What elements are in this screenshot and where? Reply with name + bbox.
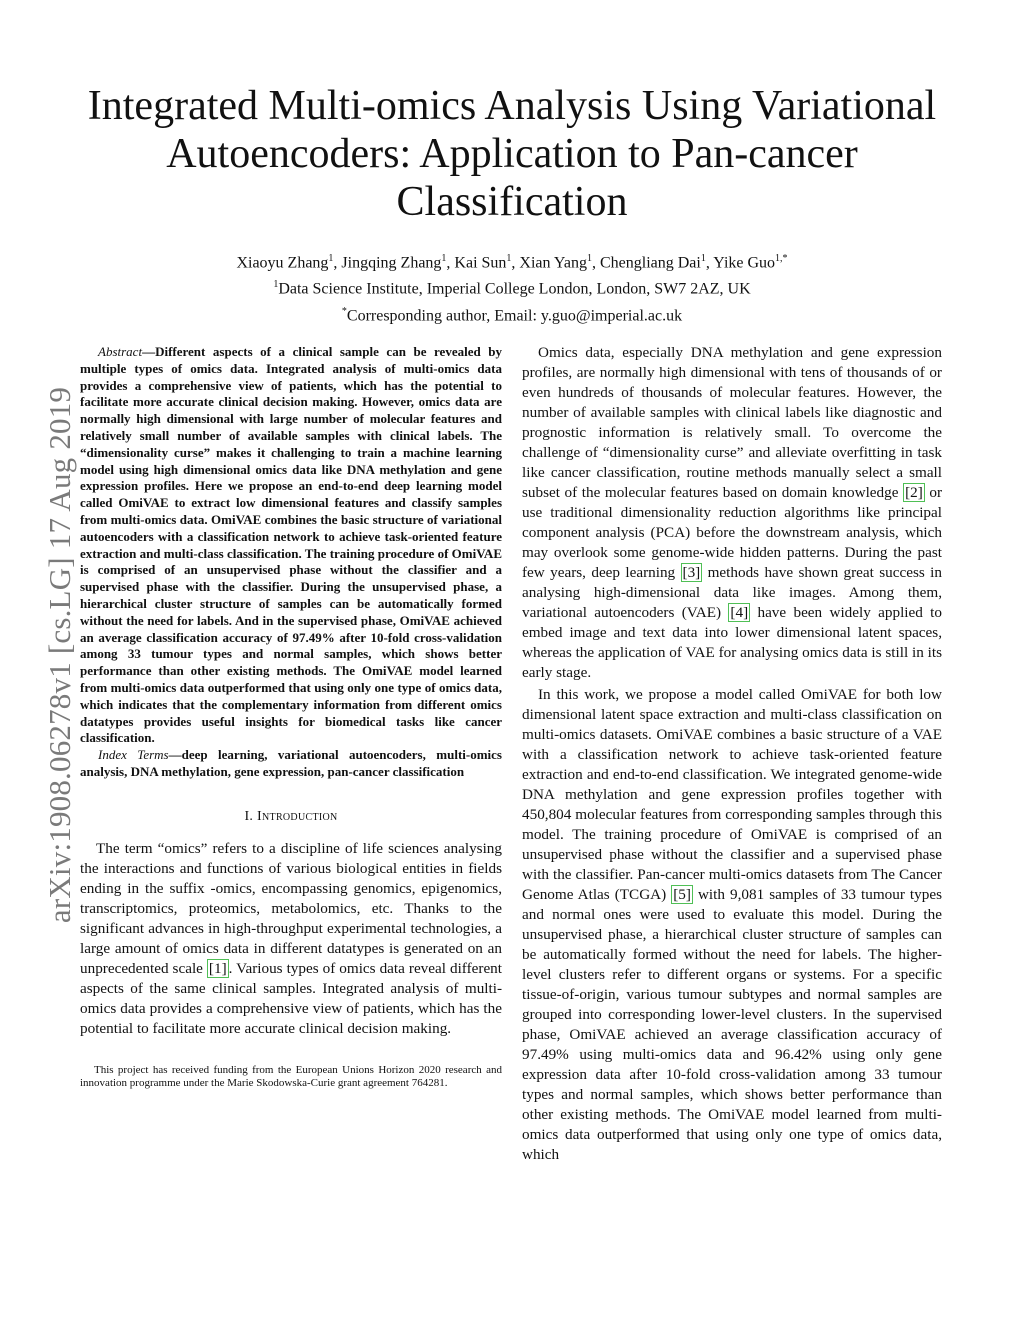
funding-footnote: This project has received funding from the European Unions Horizon 2020 research and innovation programme under the Marie Skodowska-Curie grant agreement 764281.	[80, 1063, 502, 1089]
citation-link[interactable]: [2]	[905, 484, 923, 501]
author-name: Xian Yang	[519, 254, 587, 272]
right-column	[522, 343, 942, 1165]
paragraph: In this work, we propose a model called OmiVAE for both low dimensional latent space extraction and multi-class classification on multi-omics datasets. OmiVAE combines a basic structure of a VAE with a classification network to achieve task-oriented feature extraction and end-to-end classification. We integrated genome-wide DNA methylation and gene expression profiles together with 450,804 molecular features from corresponding samples through this model. The training procedure of OmiVAE is comprised of an unsupervised phase without the classifier and a supervised phase with the classifier. Pan-cancer multi-omics datasets from The Cancer Genome Atlas (TCGA) [5] with 9,081 samples of 33 tumour types and normal ones were used to evaluate this model. During the unsupervised phase, a hierarchical cluster structure of samples can be automatically formed without the need for labels. The higher-level clusters refer to different organs or systems. For a specific tissue-of-origin, various tumour subtypes and normal samples are grouped into corresponding lower-level clusters. In the supervised phase, OmiVAE achieved an average classification accuracy of 97.49% using multi-omics data and 96.42% using only gene expression data after 10-fold cross-validation among 33 tumour types and normal samples, which shows better performance than other existing methods. The OmiVAE model learned from multi-omics data outperformed that using only one type of omics data, which	[522, 686, 942, 1163]
author-name: Jingqing Zhang	[341, 254, 442, 272]
paper-title: Integrated Multi-omics Analysis Using Variational Autoencoders: Application to Pan-cancer Classification	[87, 83, 937, 225]
author-name: Kai Sun	[454, 254, 507, 272]
author-list: Xiaoyu Zhang$^1$, Jingqing Zhang$^1$, Kai Sun$^1$, Xian Yang$^1$, Chengliang Dai$^1$, Yike Guo$^{1,*}$	[236, 253, 788, 272]
abstract-text: —Different aspects of a clinical sample can be revealed by multiple types of omics data. Integrated analysis of multi-omics data provides a comprehensive view of patients, which has the potential to facilitate more accurate clinical decision making. However, omics data are normally high dimensional with large number of molecular features and relatively small number of available samples with clinical labels. The “dimensionality curse” makes it challenging to train a machine learning model using high dimensional omics data like DNA methylation and gene expression profiles. Here we propose an end-to-end deep learning model called OmiVAE to extract low dimensional features and classify samples from multi-omics data. OmiVAE combines the basic structure of variational autoencoders with a classification network to achieve task-oriented feature extraction and multi-class classification. The training procedure of OmiVAE is comprised of an unsupervised phase without the classifier and a supervised phase with the classifier. During the unsupervised phase, a hierarchical cluster structure of samples can be automatically formed without the need for labels. And in the supervised phase, OmiVAE achieved an average classification accuracy of 97.49% after 10-fold cross-validation among 33 tumour types and normal samples, which shows better performance than other existing methods. The OmiVAE model learned from multi-omics data outperformed that using only one type of omics data, which indicates that the complementary information from different omics datatypes provides useful insights for biomedical tasks like cancer classification.	[80, 344, 502, 746]
left-column	[80, 344, 502, 1090]
abstract	[80, 344, 502, 781]
section-heading-introduction: I. Introduction	[244, 808, 338, 824]
corresponding-author: *Corresponding author, Email: y.guo@imperial.ac.uk	[341, 305, 683, 324]
paragraph: Omics data, especially DNA methylation and gene expression profiles, are normally high dimensional with tens of thousands of or even hundreds of thousands of molecular features. However, the number of available samples with clinical labels like diagnostic and prognostic information is relatively small. To overcome the challenge of “dimensionality curse” and alleviate overfitting in task like cancer classification, routine methods manually select a small subset of the molecular features based on domain knowledge [2] or use traditional dimensionality reduction algorithms like principal component analysis (PCA) before the downstream analysis, which may overlook some genome-wide hidden patterns. During the past few years, deep learning [3] methods have shown great success in analysing high-dimensional data like images. Among them, variational autoencoders (VAE) [4] have been widely applied to embed image and text data into lower dimensional latent spaces, whereas the application of VAE for analysing omics data is still in its early stage.	[522, 344, 943, 681]
author-name: Chengliang Dai	[599, 254, 701, 272]
citation-link[interactable]: [1]	[208, 959, 227, 977]
intro-paragraph: The term “omics” refers to a discipline of life sciences analysing the interactions and functions of various biological entities in fields ending in the suffix -omics, encompassing genomics, epigenomics, transcriptomics, proteomics, metabolomics, etc. Thanks to the significant advances in high-throughput experimental technologies, a large amount of omics data in different datatypes is generated on an unprecedented scale [1] . Various types of omics data reveal different aspects of the same clinical samples. Integrated analysis of multi-omics data provides a comprehensive view of patients, which has the potential to facilitate more accurate clinical decision making.	[80, 839, 502, 1037]
abstract-label: Abstract	[98, 344, 143, 359]
citation-link[interactable]: [3]	[682, 564, 701, 581]
citation-link[interactable]: [4]	[730, 604, 749, 621]
index-terms-label: Index Terms	[98, 747, 169, 763]
author-name: Xiaoyu Zhang	[236, 254, 329, 272]
index-terms-text: —deep learning, variational autoencoders, multi-omics analysis, DNA methylation, gene expression, pan-cancer classification	[80, 747, 502, 779]
author-block	[80, 248, 944, 327]
arxiv-identifier: arXiv:1908.06278v1 [cs.LG] 17 Aug 2019	[42, 386, 77, 924]
author-name: Yike Guo	[713, 254, 776, 272]
affiliation: $^1$Data Science Institute, Imperial College London, London, SW7 2AZ, UK	[273, 279, 751, 298]
citation-link[interactable]: [5]	[673, 886, 691, 903]
